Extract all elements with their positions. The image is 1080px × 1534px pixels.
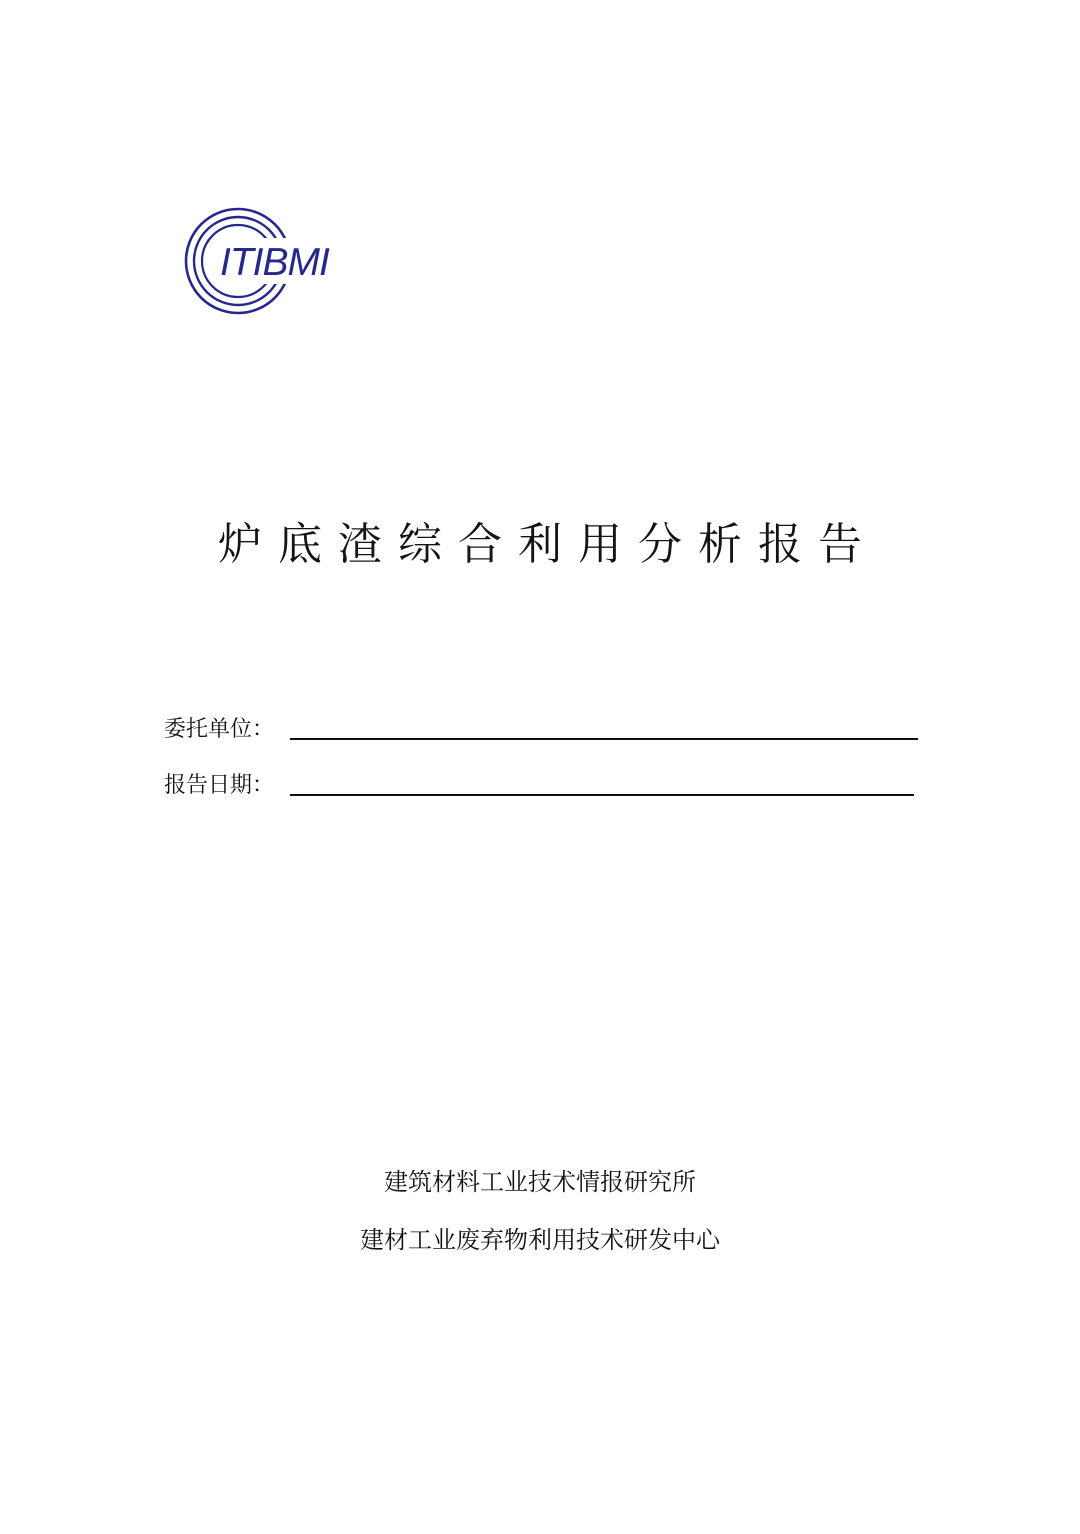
client-field-line [290,738,918,740]
issuer-institute: 建筑材料工业技术情报研究所 [384,1168,696,1196]
date-label: 报告日期： [164,773,275,798]
report-title: 炉底渣综合利用分析报告 [218,519,878,570]
date-field-line [290,794,914,796]
logo-text: ITIBMI [220,241,329,284]
client-label: 委托单位： [164,717,275,742]
issuer-center: 建材工业废弃物利用技术研发中心 [360,1226,720,1254]
itibmi-logo [180,204,350,320]
